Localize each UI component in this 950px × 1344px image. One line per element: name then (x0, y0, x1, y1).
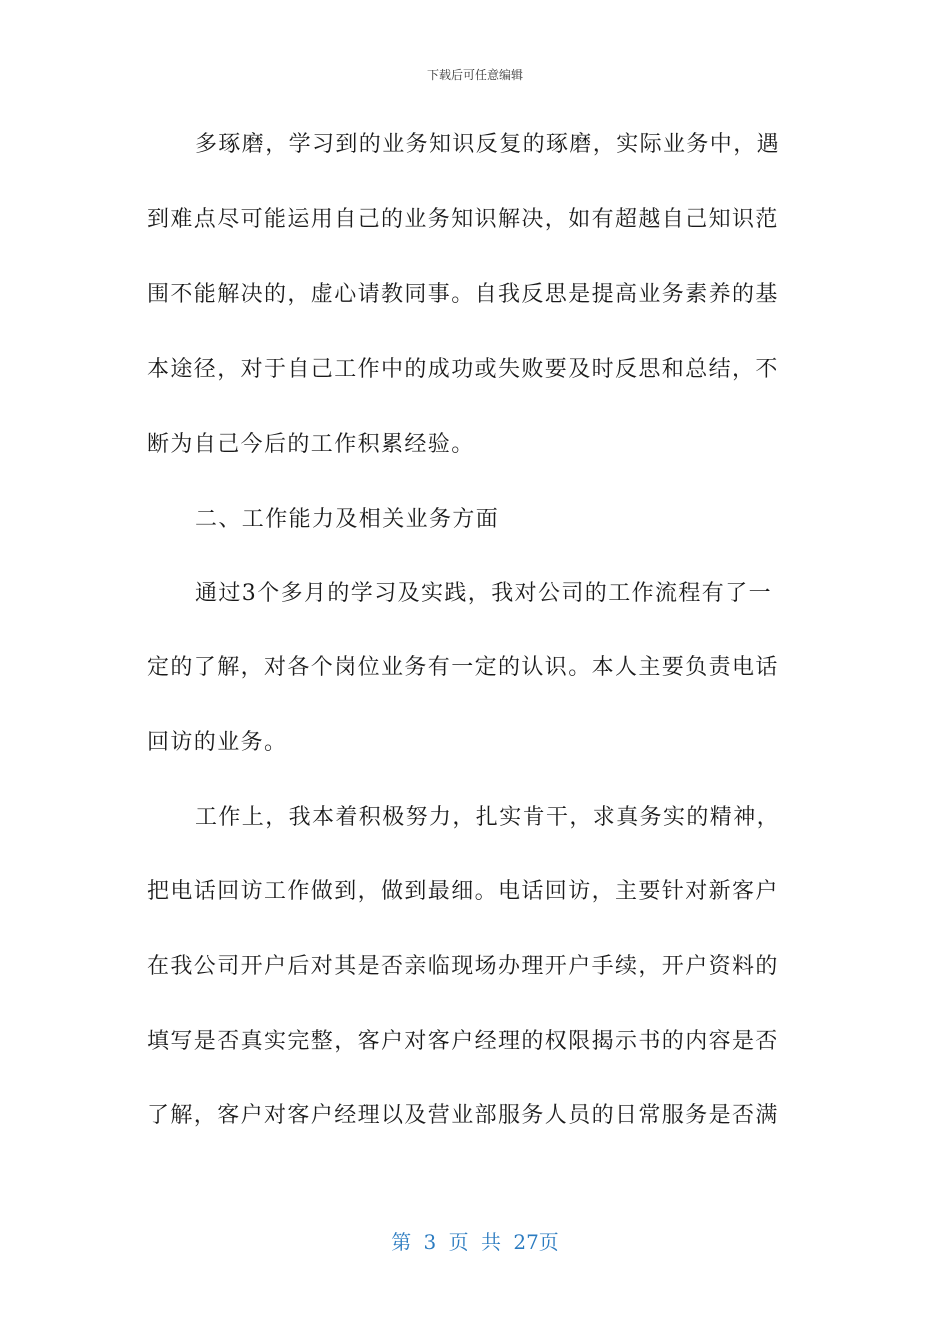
body-line: 断为自己今后的工作积累经验。 (147, 432, 475, 457)
body-line: 围不能解决的，虚心请教同事。自我反思是提高业务素养的基 (147, 282, 779, 307)
body-line: 到难点尽可能运用自己的业务知识解决，如有超越自己知识范 (147, 207, 779, 232)
body-line: 工作上，我本着积极努力，扎实肯干，求真务实的精神， (195, 805, 781, 830)
body-line: 本途径，对于自己工作中的成功或失败要及时反思和总结，不 (147, 357, 779, 382)
body-line: 回访的业务。 (147, 730, 288, 755)
section-heading: 二、工作能力及相关业务方面 (195, 507, 500, 532)
body-line: 把电话回访工作做到，做到最细。电话回访，主要针对新客户 (147, 879, 779, 904)
page-number: 第 3 页 共 27页 (391, 1230, 559, 1254)
body-line: 填写是否真实完整，客户对客户经理的权限揭示书的内容是否 (147, 1029, 779, 1054)
body-line: 通过3个多月的学习及实践，我对公司的工作流程有了一 (195, 581, 772, 606)
body-line: 在我公司开户后对其是否亲临现场办理开户手续，开户资料的 (147, 954, 779, 979)
body-line: 了解，客户对客户经理以及营业部服务人员的日常服务是否满 (147, 1103, 779, 1128)
body-line: 多琢磨，学习到的业务知识反复的琢磨，实际业务中，遇 (195, 132, 781, 157)
page-header: 下载后可任意编辑 (426, 68, 523, 82)
body-line: 定的了解，对各个岗位业务有一定的认识。本人主要负责电话 (147, 655, 779, 680)
